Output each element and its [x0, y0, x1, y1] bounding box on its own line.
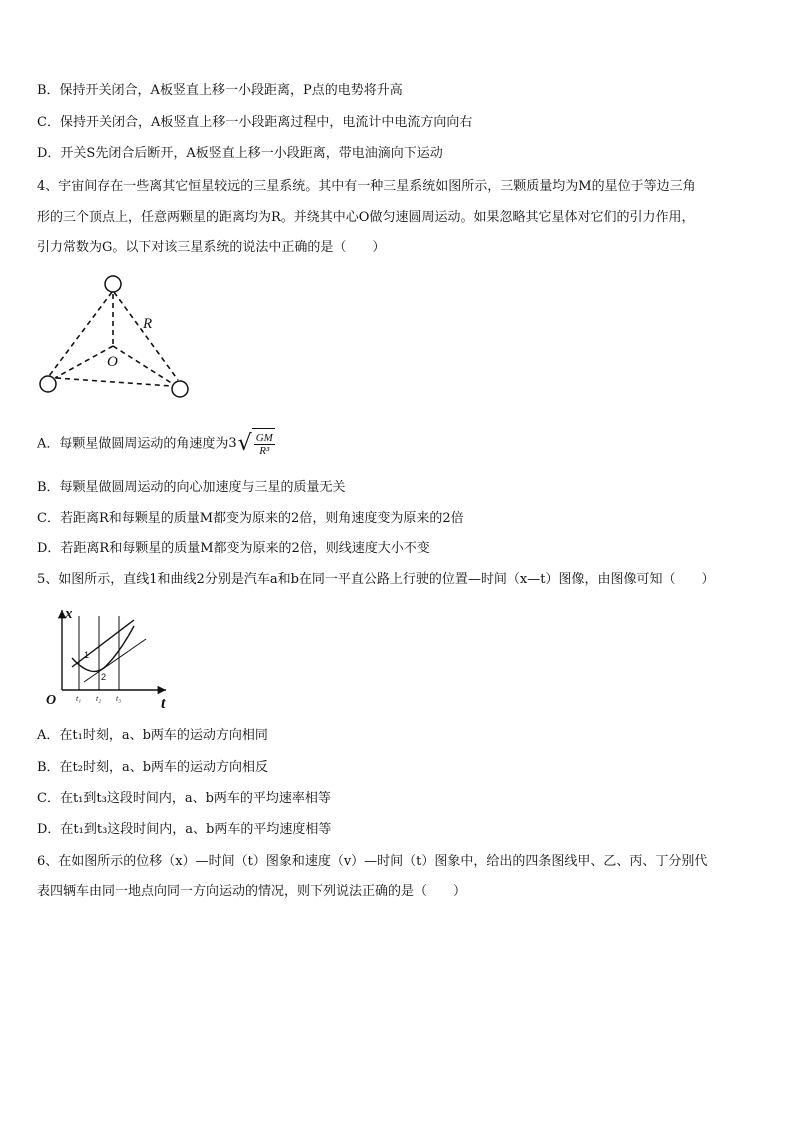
q4-option-c: C．若距离R和每颗星的质量M都变为原来的2倍，则角速度变为原来的2倍 — [37, 511, 464, 526]
q5-option-b: B．在t₂时刻，a、b两车的运动方向相反 — [37, 760, 269, 775]
center-line-right — [113, 346, 173, 384]
curve-2 — [72, 626, 134, 671]
line-1-left — [72, 620, 134, 667]
q4-option-a-text: A．每颗星做圆周运动的角速度为 — [37, 436, 229, 452]
q4-stem-line1: 4、宇宙间存在一些离其它恒星较远的三星系统。其中有一种三星系统如图所示，三颗质量均为M的星位于等边三角 — [37, 179, 696, 194]
q3-option-d: D．开关S先闭合后断开，A板竖直上移一小段距离，带电油滴向下运动 — [37, 146, 443, 161]
t2-label: t₂ — [96, 694, 102, 703]
triangle-side-bottom — [56, 378, 171, 386]
star-top — [105, 276, 121, 292]
curve-2-label: 2 — [101, 672, 107, 682]
q3-option-b: B．保持开关闭合，A板竖直上移一小段距离，P点的电势将升高 — [37, 83, 403, 98]
center-line-left — [55, 346, 113, 378]
q4-option-a — [37, 428, 275, 460]
label-r: R — [143, 316, 153, 332]
q5-xt-graph — [40, 604, 175, 710]
q4-three-star-figure — [33, 268, 198, 403]
star-left — [40, 376, 56, 392]
origin-label: O — [46, 693, 57, 708]
label-o: O — [107, 354, 118, 370]
q4-option-b: B．每颗星做圆周运动的向心加速度与三星的质量无关 — [37, 480, 346, 495]
q6-stem-line2: 表四辆车由同一地点向同一方向运动的情况，则下列说法正确的是（ ） — [37, 884, 467, 899]
q3-option-c: C．保持开关闭合，A板竖直上移一小段距离过程中，电流计中电流方向向右 — [37, 115, 473, 130]
sqrt-sign: √ — [237, 431, 252, 456]
q5-option-a: A．在t₁时刻，a、b两车的运动方向相同 — [37, 728, 268, 743]
q4-stem-line2: 形的三个顶点上，任意两颗星的距离均为R。并绕其中心O做匀速圆周运动。如果忽略其它星体对它们的引力作用， — [37, 210, 695, 225]
q4-stem-line3: 引力常数为G。以下对该三星系统的说法中正确的是（ ） — [37, 240, 386, 255]
formula-denominator: R³ — [259, 445, 270, 457]
star-right — [172, 381, 188, 397]
q5-option-d: D．在t₁到t₃这段时间内，a、b两车的平均速度相等 — [37, 822, 332, 837]
formula-numerator: GM — [255, 432, 273, 444]
axis-label-t: t — [161, 695, 166, 710]
line-1 — [84, 639, 146, 682]
q6-stem-line1: 6、在如图所示的位移（x）—时间（t）图象和速度（v）—时间（t）图象中，给出的四条图线甲、乙、丙、丁分别代 — [37, 854, 708, 869]
line-1-label: 1 — [84, 650, 90, 660]
q4-option-d: D．若距离R和每颗星的质量M都变为原来的2倍，则线速度大小不变 — [37, 541, 430, 556]
t1-label: t₁ — [76, 694, 82, 703]
q5-option-c: C．在t₁到t₃这段时间内，a、b两车的平均速率相等 — [37, 791, 331, 806]
q4-option-a-formula — [228, 428, 274, 460]
root-coefficient: 3 — [228, 436, 237, 451]
axis-label-x: x — [65, 606, 73, 622]
t3-label: t₃ — [116, 694, 122, 703]
q5-stem: 5、如图所示，直线1和曲线2分别是汽车a和b在同一平直公路上行驶的位置—时间（x—t）图像，由图像可知（ ） — [37, 572, 715, 587]
